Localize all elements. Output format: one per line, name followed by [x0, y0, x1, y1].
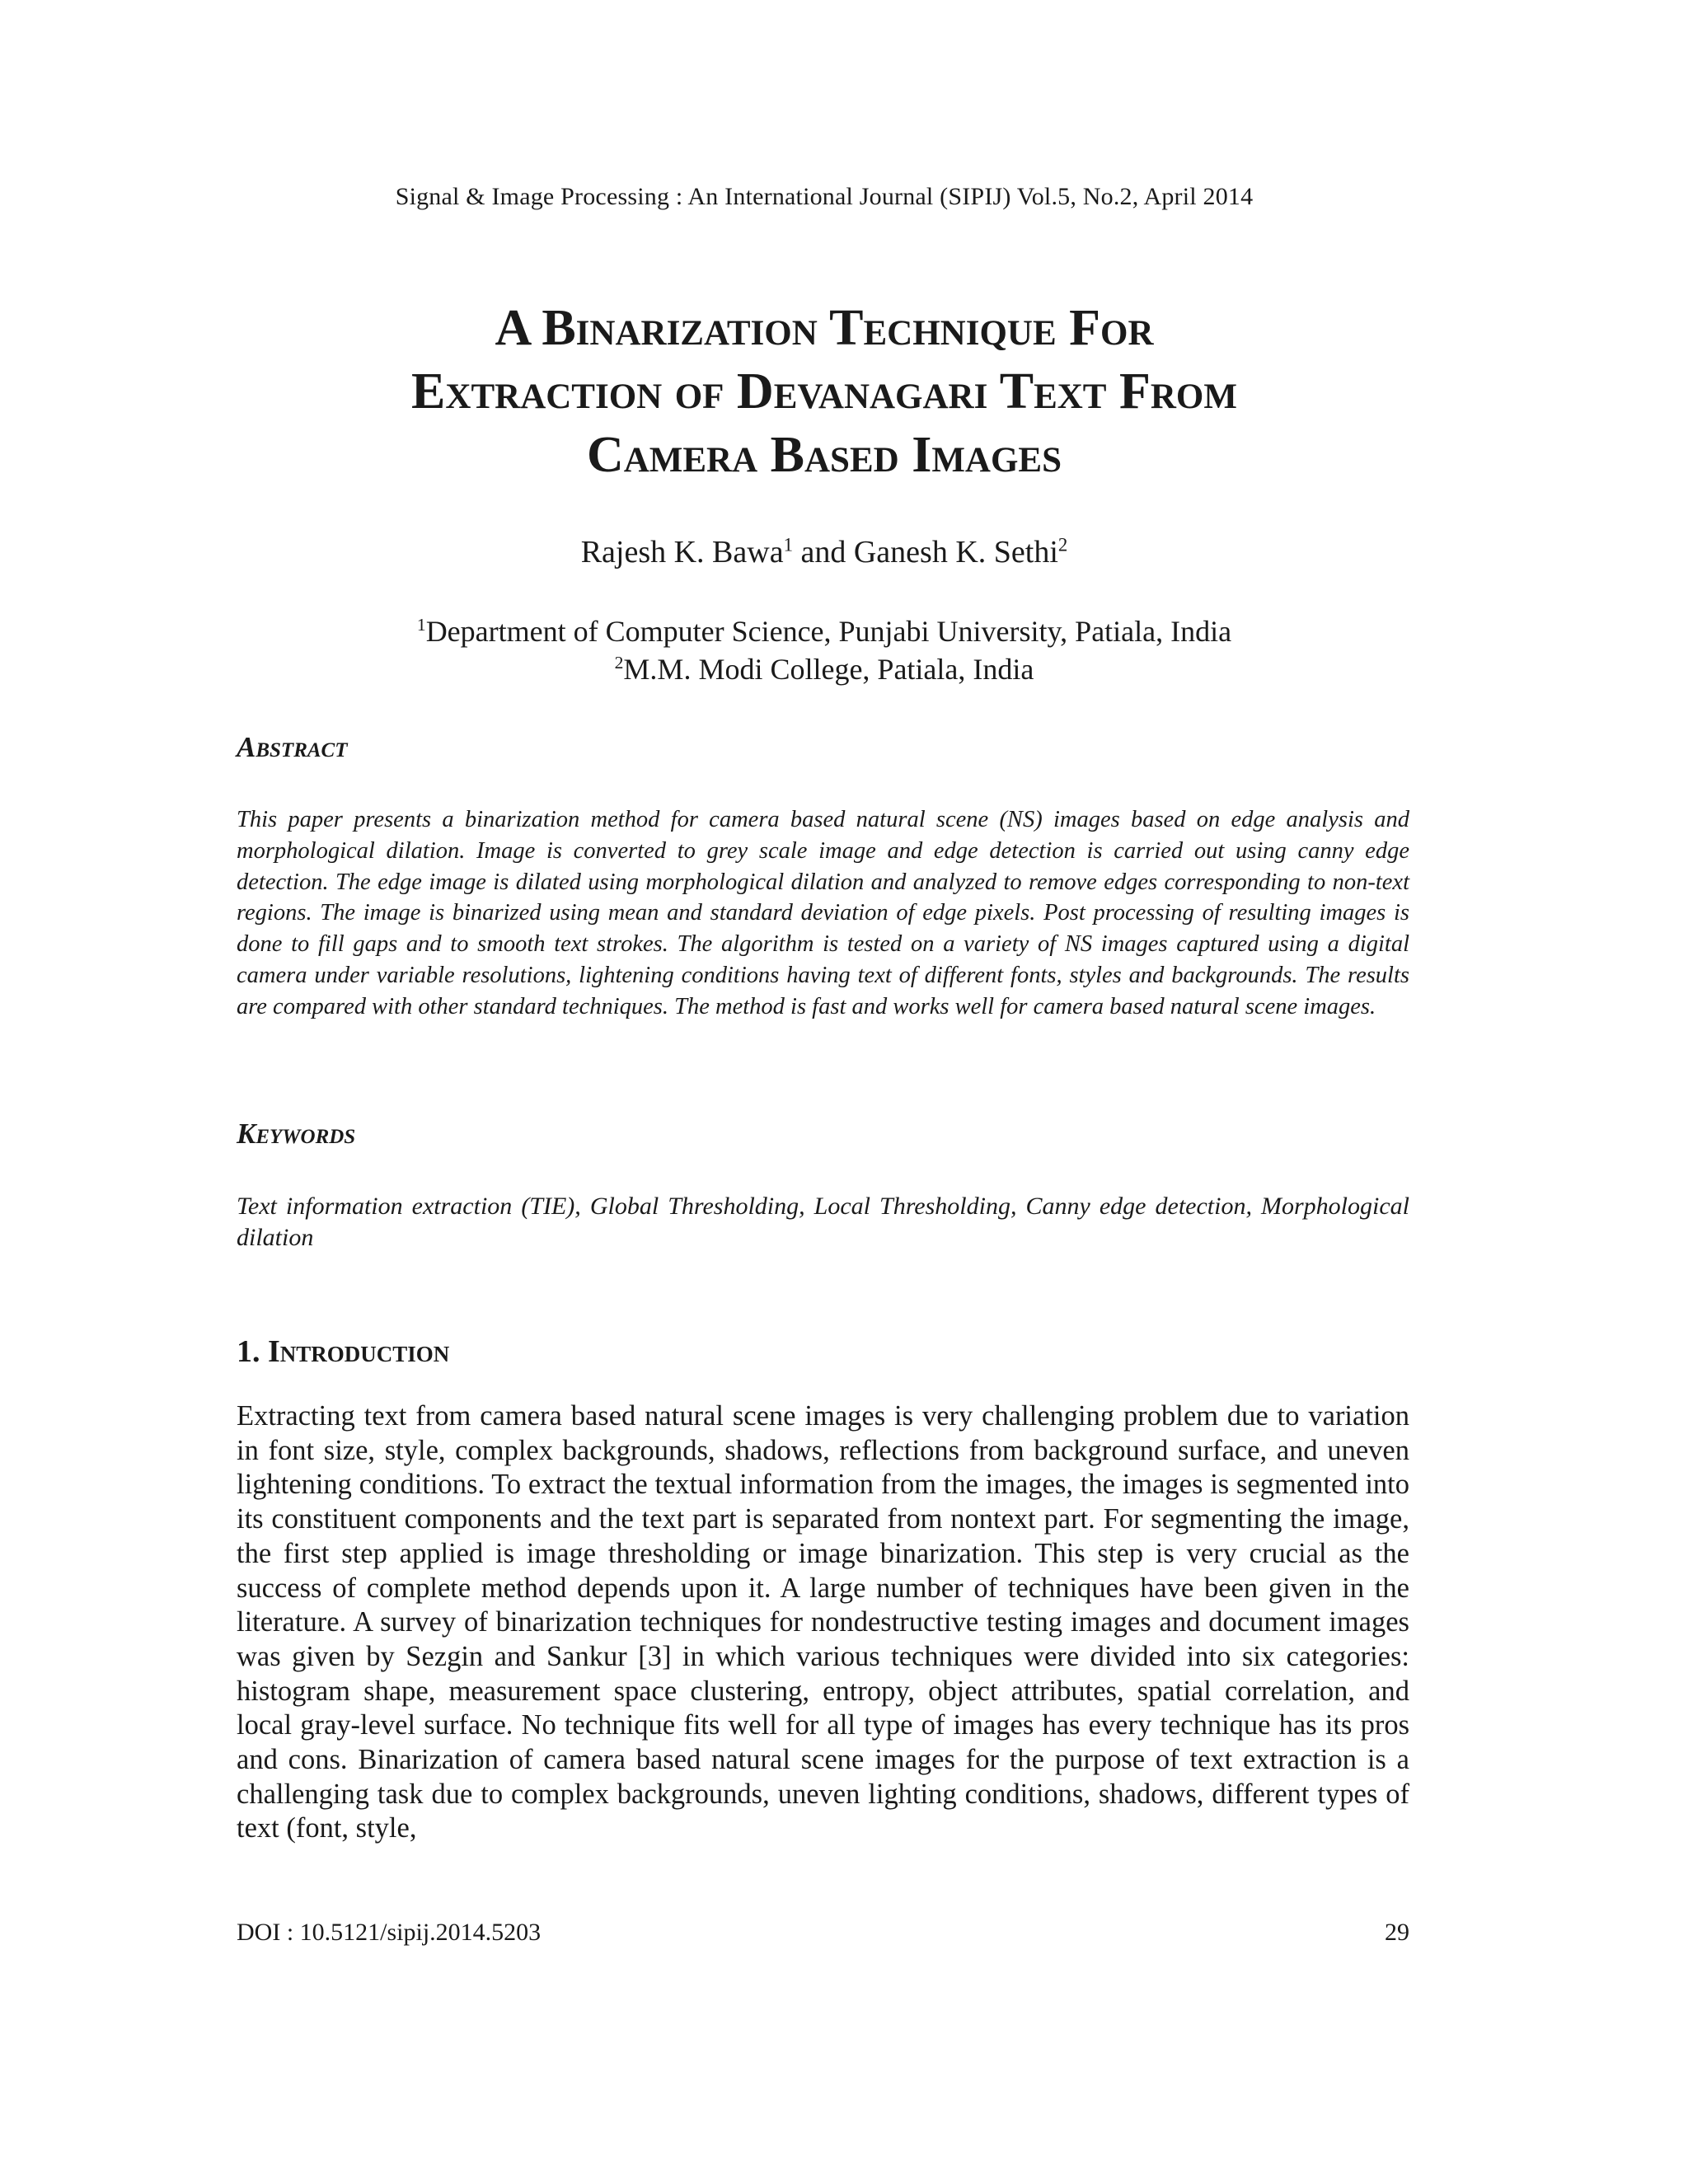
affiliation-marker: 2 [1057, 534, 1068, 555]
author-name: Rajesh K. Bawa [580, 535, 784, 569]
introduction-heading: 1. Introduction [237, 1334, 450, 1369]
affiliation-text: Department of Computer Science, Punjabi University, Patiala, India [425, 615, 1232, 648]
affiliation-list [0, 612, 1648, 688]
keywords-heading: Keywords [237, 1118, 356, 1150]
abstract-text: This paper presents a binarization method for camera based natural scene (NS) images based on edge analysis and morphological dilation. Image is converted to grey scale image and edge detection is carried out using canny edge detection. The edge image is dilated using morphological dilation and analyzed to remove edges corresponding to non-text regions. The image is binarized using mean and standard deviation of edge pixels. Post processing of resulting images is done to fill gaps and to smooth text strokes. The algorithm is tested on a variety of NS images captured using a digital camera under variable resolutions, lightening conditions having text of different fonts, styles and backgrounds. The results are compared with other standard techniques. The method is fast and works well for camera based natural scene images. [237, 807, 1409, 1019]
affiliation-marker: 2 [614, 653, 624, 673]
title-line: Extraction of Devanagari Text From [411, 363, 1237, 419]
affiliation [0, 650, 1648, 688]
affiliation-text: M.M. Modi College, Patiala, India [623, 653, 1034, 686]
introduction-text: Extracting text from camera based natural scene images is very challenging problem due to variation in font size, style, complex backgrounds, shadows, reflections from background surface, and uneven lightening conditions. To extract the textual information from the images, the images is segmented into its constituent components and the text part is separated from nontext part. For segmenting the image, the first step applied is image thresholding or image binarization. This step is very crucial as the success of complete method depends upon it. A large number of techniques have been given in the literature. A survey of binarization techniques for nondestructive testing images and document images was given by Sezgin and Sankur [3] in which various techniques were divided into six categories: histogram shape, measurement space clustering, entropy, object attributes, spatial correlation, and local gray-level surface. No technique fits well for all type of images has every technique has its pros and cons. Binarization of camera based natural scene images for the purpose of text extraction is a challenging task due to complex backgrounds, uneven lighting conditions, shadows, different types of text (font, style, [237, 1400, 1409, 1844]
affiliation-marker: 1 [416, 615, 426, 635]
paper-title [0, 297, 1648, 487]
author-conjunction: and [792, 535, 854, 569]
page-number: 29 [1385, 1919, 1409, 1946]
journal-header: Signal & Image Processing : An International Journal (SIPIJ) Vol.5, No.2, April 2014 [395, 183, 1254, 210]
author-name: Ganesh K. Sethi [853, 535, 1058, 569]
keywords-text: Text information extraction (TIE), Global Thresholding, Local Thresholding, Canny edge detection, Morphological dilation [237, 1193, 1409, 1251]
title-line: A Binarization Technique For [495, 300, 1154, 356]
author-list [0, 534, 1648, 570]
doi-footer: DOI : 10.5121/sipij.2014.5203 [237, 1919, 542, 1946]
title-line: Camera Based Images [586, 427, 1062, 483]
affiliation [0, 612, 1648, 650]
affiliation-marker: 1 [783, 534, 793, 555]
abstract-heading: Abstract [237, 731, 348, 763]
